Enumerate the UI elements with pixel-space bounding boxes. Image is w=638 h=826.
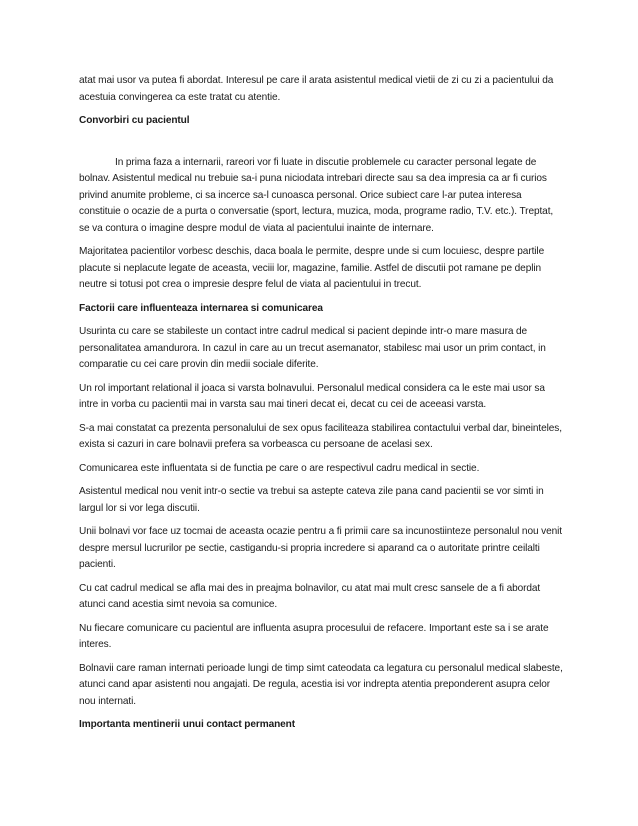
paragraph-nou-venit: Asistentul medical nou venit intr-o sectie va trebui sa astepte cateva zile pana cand pacientii se vor simti in largul lor si vor lega discutii. (79, 486, 544, 514)
heading-convorbiri: Convorbiri cu pacientul (79, 115, 190, 126)
paragraph-usurinta: Usurinta cu care se stabileste un contact intre cadrul medical si pacient depinde intr-o mare masura de personalitatea amandurora. In cazul in care au un trecut asemanator, stabilesc mai usor un prim contact, in comparatie cu cei care provin din medii sociale diferite. (79, 326, 546, 370)
paragraph-varsta: Un rol important relational il joaca si varsta bolnavului. Personalul medical considera ca le este mai usor sa intre in vorba cu pacientii mai in varsta sau mai tineri decat ei, decat cu cei de aceeasi varsta. (79, 382, 545, 410)
paragraph-prima-faza: In prima faza a internarii, rareori vor fi luate in discutie problemele cu caracter personal legate de bolnav. Asistentul medical nu trebuie sa-i puna niciodata intrebari directe sau sa dea impresia ca ar fi curios privind anumite probleme, ci sa incerce sa-l cunoasca personal. Orice subiect care l-ar putea interesa constituie o ocazie de a purta o conversatie (sport, lectura, muzica, moda, programe radio, T.V. etc.). Treptat, se va contura o imagine despre modul de viata al pacientului inainte de internare. (79, 156, 554, 234)
paragraph-unii-bolnavi: Unii bolnavi vor face uz tocmai de aceasta ocazie pentru a fi primii care sa incunostiinteze personalul nou venit despre mersul lucrurilor pe sectie, castigandu-si propria incredere si aparand ca o autoritate printre ceilalti pacienti. (79, 526, 562, 570)
paragraph-functia: Comunicarea este influentata si de functia pe care o are respectivul cadru medical in sectie. (79, 462, 480, 474)
paragraph-sex-opus: S-a mai constatat ca prezenta personalului de sex opus faciliteaza stabilirea contactului verbal dar, bineinteles, exista si cazuri in care bolnavii prefera sa vorbeasca cu persoane de acelasi sex. (79, 422, 562, 450)
heading-factorii: Factorii care influenteaza internarea si comunicarea (79, 302, 323, 314)
heading-importanta: Importanta mentinerii unui contact permanent (79, 719, 296, 730)
paragraph-interes: Nu fiecare comunicare cu pacientul are influenta asupra procesului de refacere. Important este sa i se arate interes. (79, 622, 549, 650)
document-body (79, 73, 565, 741)
paragraph-majoritatea: Majoritatea pacientilor vorbesc deschis, daca boala le permite, despre unde si cum locuiesc, despre partile placute si neplacute legate de aceasta, veciii lor, magazine, familie. Astfel de discutii pot ramane pe deplin neutre si totusi pot crea o impresie despre felul de viata al pacientului in trecut. (79, 246, 545, 290)
paragraph-perioade-lungi: Bolnavii care raman internati perioade lungi de timp simt cateodata ca legatura cu personalul medical slabeste, atunci cand apar asistenti nou angajati. De regula, acestia isi vor indrepta atentia preponderent asupra celor nou internati. (79, 662, 563, 707)
paragraph-intro: atat mai usor va putea fi abordat. Interesul pe care il arata asistentul medical vietii de zi cu zi a pacientului da acestuia convingerea ca este tratat cu atentie. (79, 75, 554, 103)
paragraph-preajma: Cu cat cadrul medical se afla mai des in preajma bolnavilor, cu atat mai mult cresc sansele de a fi abordat atunci cand acestia simt nevoia sa comunice. (79, 582, 541, 610)
